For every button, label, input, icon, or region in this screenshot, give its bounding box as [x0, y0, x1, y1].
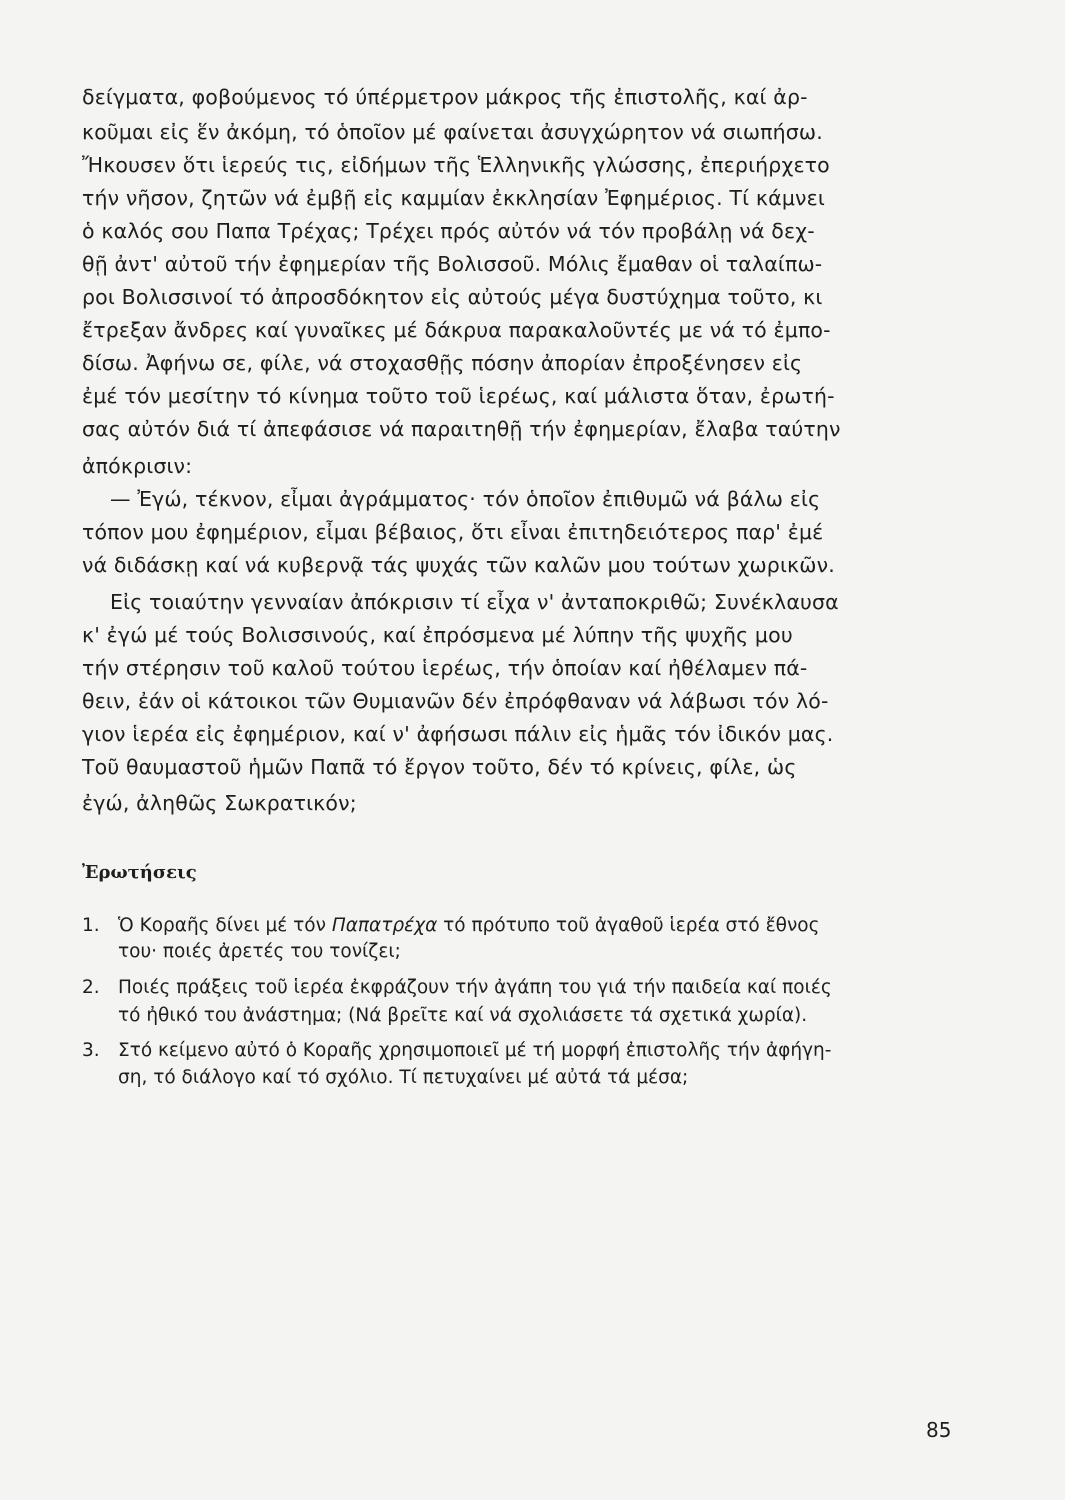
question-text: τό πρότυπο τοῦ ἀγαθοῦ ἱερέα στό ἔθνος: [437, 915, 820, 936]
question-3: [82, 1039, 962, 1063]
body-line: ἔτρεξαν ἄνδρες καί γυναῖκες μέ δάκρυα παρακαλοῦντές με νά τό ἐμπο-: [82, 318, 831, 342]
body-line: δείγματα, φοβούμενος τό ύπέρμετρον μάκρος τῆς ἐπιστολῆς, καί ἀρ-: [82, 85, 808, 109]
question-number: 2.: [82, 977, 100, 998]
body-line: τήν στέρησιν τοῦ καλοῦ τούτου ἱερέως, τήν ὁποίαν καί ἠθέλαμεν πά-: [82, 656, 808, 680]
question-text: Ὁ Κοραῆς δίνει μέ τόν: [118, 915, 332, 936]
body-line: ροι Βολισσινοί τό ἀπροσδόκητον εἰς αὐτούς μέγα δυστύχημα τοῦτο, κι: [82, 285, 823, 309]
body-line: τόπον μου ἐφημέριον, εἶμαι βέβαιος, ὅτι εἶναι ἐπιτηδειότερος παρ' ἐμέ: [82, 520, 824, 544]
question-number: 1.: [82, 915, 100, 936]
page-number: 85: [926, 1418, 952, 1442]
body-line: ὁ καλός σου Παπα Τρέχας; Τρέχει πρός αὐτόν νά τόν προβάλῃ νά δεχ-: [82, 219, 815, 243]
body-line: θῇ ἀντ' αὐτοῦ τήν ἐφημερίαν τῆς Βολισσοῦ. Μόλις ἔμαθαν οἱ ταλαίπω-: [82, 252, 823, 276]
question-2-cont: τό ἠθικό του ἀνάστημα; (Νά βρεῖτε καί νά σχολιάσετε τά σχετικά χωρία).: [118, 1005, 808, 1026]
question-text: Ποιές πράξεις τοῦ ἱερέα ἐκφράζουν τήν ἀγάπη του γιά τήν παιδεία καί ποιές: [118, 977, 832, 998]
body-line: Τοῦ θαυμαστοῦ ἡμῶν Παπᾶ τό ἔργον τοῦτο, δέν τό κρίνεις, φίλε, ὡς: [82, 755, 797, 779]
paragraph-start-line: Εἰς τοιαύτην γενναίαν ἀπόκρισιν τί εἶχα ν' ἀνταποκριθῶ; Συνέκλαυσα: [110, 590, 839, 614]
body-line: γιον ἱερέα εἰς ἐφημέριον, καί ν' ἀφήσωσι πάλιν εἰς ἡμᾶς τόν ἰδικόν μας.: [82, 722, 834, 746]
body-line: ἐμέ τόν μεσίτην τό κίνημα τοῦτο τοῦ ἱερέως, καί μάλιστα ὅταν, ἐρωτή-: [82, 384, 835, 408]
questions-heading: Ἐρωτήσεις: [82, 862, 197, 883]
question-text: Στό κείμενο αὐτό ὁ Κοραῆς χρησιμοποιεῖ μέ τή μορφή ἐπιστολῆς τήν ἀφήγη-: [118, 1040, 832, 1061]
question-3-cont: ση, τό διάλογο καί τό σχόλιο. Τί πετυχαίνει μέ αὐτά τά μέσα;: [118, 1067, 689, 1088]
question-number: 3.: [82, 1040, 100, 1061]
question-1-cont: του· ποιές ἀρετές του τονίζει;: [118, 941, 401, 962]
question-2: [82, 976, 962, 1000]
body-line: ἀπόκρισιν:: [82, 454, 193, 478]
body-line: τήν νῆσον, ζητῶν νά ἐμβῇ εἰς καμμίαν ἐκκλησίαν Ἐφημέριος. Τί κάμνει: [82, 186, 825, 210]
question-italic-title: Παπατρέχα: [331, 915, 438, 936]
dialogue-line: — Ἐγώ, τέκνον, εἶμαι ἀγράμματος· τόν ὁποῖον ἐπιθυμῶ νά βάλω εἰς: [110, 487, 821, 511]
body-line: ἐγώ, ἀληθῶς Σωκρατικόν;: [82, 791, 357, 815]
question-1: [82, 914, 962, 938]
body-line: θειν, ἐάν οἱ κάτοικοι τῶν Θυμιανῶν δέν ἐπρόφθαναν νά λάβωσι τόν λό-: [82, 689, 829, 713]
body-line: κοῦμαι εἰς ἕν ἀκόμη, τό ὁποῖον μέ φαίνεται ἀσυγχώρητον νά σιωπήσω.: [82, 120, 823, 144]
body-line: Ἤκουσεν ὅτι ἱερεύς τις, εἰδήμων τῆς Ἑλληνικῆς γλώσσης, ἐπεριήρχετο: [82, 153, 830, 177]
body-line: κ' ἐγώ μέ τούς Βολισσινούς, καί ἐπρόσμενα μέ λύπην τῆς ψυχῆς μου: [82, 623, 793, 647]
body-line: σας αὐτόν διά τί ἀπεφάσισε νά παραιτηθῇ τήν ἐφημερίαν, ἔλαβα ταύτην: [82, 417, 841, 441]
body-line: νά διδάσκῃ καί νά κυβερνᾷ τάς ψυχάς τῶν καλῶν μου τούτων χωρικῶν.: [82, 553, 835, 577]
body-line: δίσω. Ἀφήνω σε, φίλε, νά στοχασθῇς πόσην ἀπορίαν ἐπροξένησεν εἰς: [82, 351, 803, 375]
